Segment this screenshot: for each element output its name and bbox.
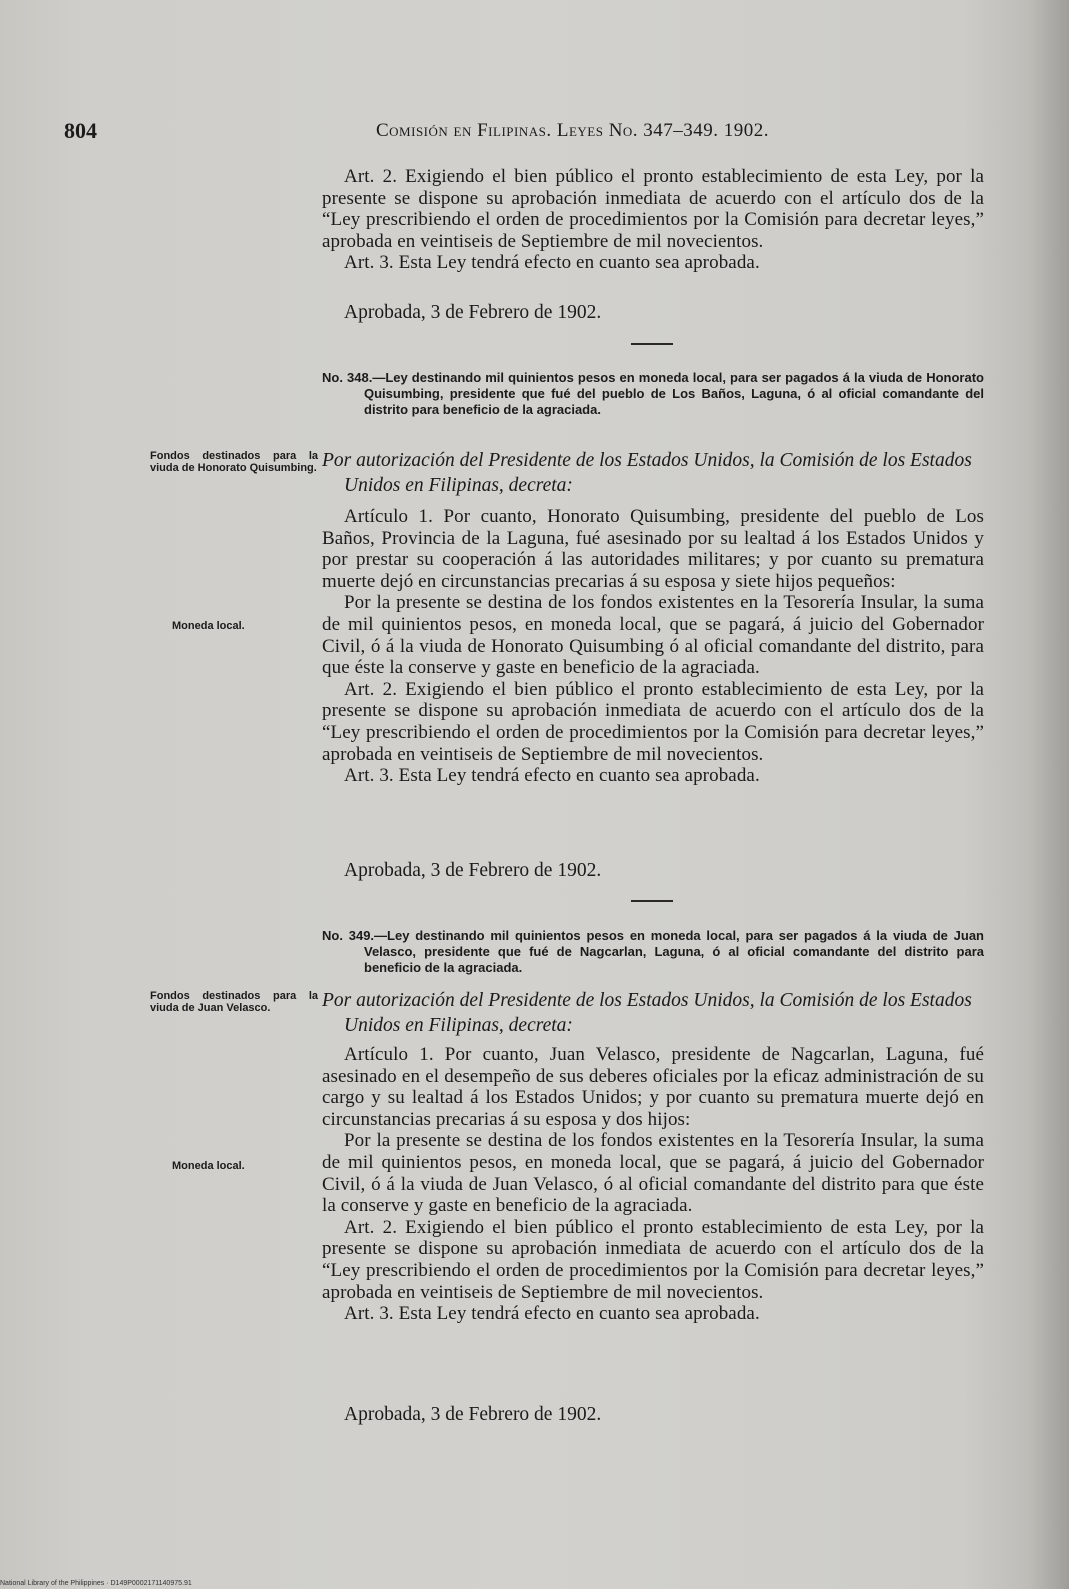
act347-art2: Art. 2. Exigiendo el bien público el pronto establecimiento de esta Ley, por la presente se dispone su aprobación inmediata de acuerdo con el artículo dos de la “Ley prescribiendo el orden de procedimientos por la Comisión para decretar leyes,” aprobada en veintiseis de Septiembre de mil novecientos. [322, 166, 984, 252]
act348-approved: Aprobada, 3 de Febrero de 1902. [344, 860, 602, 881]
act349-heading: No. 349.—Ley destinando mil quinientos pesos en moneda local, para ser pagados á la viuda de Juan Velasco, presidente que fué de Nagcarlan, Laguna, ó al oficial comandante del distrito para beneficio de la agraciada. [322, 928, 984, 975]
act347-body [322, 166, 984, 274]
act349-margin-note-funds: Fondos destinados para la viuda de Juan Velasco. [150, 990, 318, 1014]
scan-source-footer: National Library of the Philippines · D149P0002171140975.91 [0, 1580, 192, 1587]
act349-enacting-clause: Por autorización del Presidente de los Estados Unidos, la Comisión de los Estados Unidos en Filipinas, decreta: [322, 990, 972, 1036]
act349-approved: Aprobada, 3 de Febrero de 1902. [344, 1404, 602, 1425]
act347-approved: Aprobada, 3 de Febrero de 1902. [344, 302, 602, 323]
act348-margin-note-currency: Moneda local. [172, 620, 245, 632]
page-number: 804 [64, 118, 97, 143]
act348-heading: No. 348.—Ley destinando mil quinientos pesos en moneda local, para ser pagados á la viuda de Honorato Quisumbing, presidente que fué del pueblo de Los Baños, Laguna, ó al oficial comandante del distrito para beneficio de la agraciada. [322, 370, 984, 417]
act348-art3: Art. 3. Esta Ley tendrá efecto en cuanto sea aprobada. [344, 765, 760, 787]
act348-art2: Art. 2. Exigiendo el bien público el pronto establecimiento de esta Ley, por la presente se dispone su aprobación inmediata de acuerdo con el artículo dos de la “Ley prescribiendo el orden de procedimientos por la Comisión para decretar leyes,” aprobada en veintiseis de Septiembre de mil novecientos. [322, 678, 984, 765]
act349-art1: Artículo 1. Por cuanto, Juan Velasco, presidente de Nagcarlan, Laguna, fué asesinado en el desempeño de sus deberes oficiales por la eficaz administración de su cargo y su lealtad á los Estados Unidos; y por cuanto su prematura muerte dejó en circunstancias precarias á su esposa y dos hijos: [322, 1044, 984, 1130]
act348-margin-note-funds: Fondos destinados para la viuda de Honorato Quisumbing. [150, 450, 318, 474]
act349-body [322, 1044, 984, 1325]
act349-art3: Art. 3. Esta Ley tendrá efecto en cuanto sea aprobada. [344, 1303, 760, 1325]
act347-art3: Art. 3. Esta Ley tendrá efecto en cuanto sea aprobada. [344, 252, 760, 274]
section-divider [631, 343, 673, 345]
act349-margin-note-currency: Moneda local. [172, 1160, 245, 1172]
act348-art1: Artículo 1. Por cuanto, Honorato Quisumbing, presidente del pueblo de Los Baños, Provincia de la Laguna, fué asesinado por su lealtad á los Estados Unidos y por prestar su cooperación á las autoridades militares; y por cuanto su prematura muerte dejó en circunstancias precarias á su esposa y siete hijos pequeños: [322, 506, 984, 592]
act348-art1-cont: Por la presente se destina de los fondos existentes en la Tesorería Insular, la suma de mil quinientos pesos, en moneda local, que se pagará, á juicio del Gobernador Civil, ó á la viuda de Honorato Quisumbing ó al oficial comandante del distrito, para que éste la conserve y gaste en beneficio de la agraciada. [322, 592, 984, 679]
act349-art2: Art. 2. Exigiendo el bien público el pronto establecimiento de esta Ley, por la presente se dispone su aprobación inmediata de acuerdo con el artículo dos de la “Ley prescribiendo el orden de procedimientos por la Comisión para decretar leyes,” aprobada en veintiseis de Septiembre de mil novecientos. [322, 1216, 984, 1303]
running-head [64, 118, 940, 144]
act348-body [322, 506, 984, 787]
running-title: Comisión en Filipinas. Leyes No. 347–349. 1902. [376, 120, 770, 141]
act348-enacting-clause: Por autorización del Presidente de los Estados Unidos, la Comisión de los Estados Unidos en Filipinas, decreta: [322, 450, 972, 496]
act349-art1-cont: Por la presente se destina de los fondos existentes en la Tesorería Insular, la suma de mil quinientos pesos, en moneda local, que se pagará, á juicio del Gobernador Civil, ó á la viuda de Juan Velasco, ó al oficial comandante del distrito para que éste la conserve y gaste en beneficio de la agraciada. [322, 1130, 984, 1217]
page-edge-shadow [1029, 0, 1069, 1589]
section-divider [631, 900, 673, 902]
